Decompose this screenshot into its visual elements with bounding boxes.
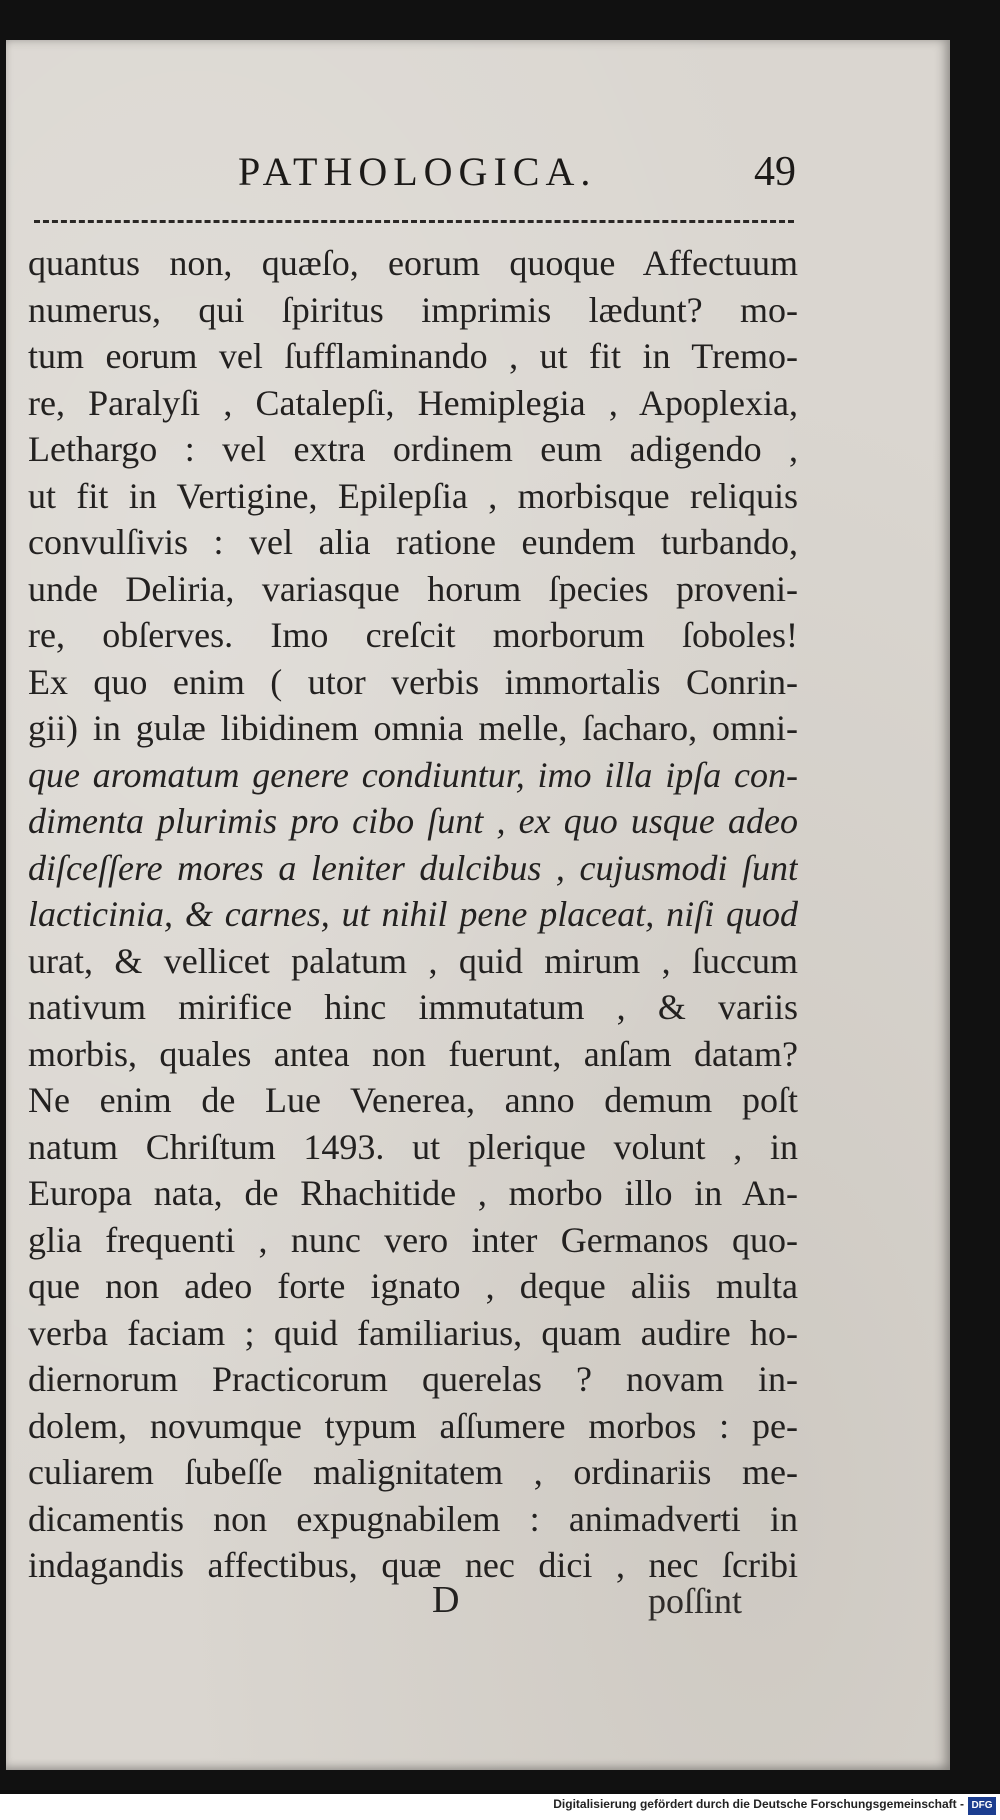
digitization-footer <box>0 1794 1000 1820</box>
text-line: urat, & vellicet palatum , quid mirum , ſuccum <box>28 940 798 981</box>
header-rule <box>34 220 794 223</box>
text-line: ut fit in Vertigine, Epilepſia , morbisque reliquis <box>28 475 798 516</box>
text-line: culiarem ſubeſſe malignitatem , ordinariis me- <box>28 1452 798 1492</box>
signature-mark: D <box>432 1579 460 1621</box>
text-line: dolem, novumque typum aſſumere morbos : pe- <box>28 1405 798 1446</box>
text-line: que non adeo forte ignato , deque aliis multa <box>28 1266 798 1306</box>
text-line: Ne enim de Lue Venerea, anno demum poſt <box>28 1080 798 1120</box>
text-line: Lethargo : vel extra ordinem eum adigendo , <box>28 429 798 469</box>
text-line: quantus non, quæſo, eorum quoque Affectuum <box>28 243 798 283</box>
text-body <box>28 240 798 1589</box>
text-line: re, Paralyſi , Catalepſi, Hemiplegia , Apoplexia, <box>28 382 798 423</box>
text-line: natum Chriſtum 1493. ut plerique volunt , in <box>28 1126 798 1167</box>
text-line: tum eorum vel ſufflaminando , ut fit in Tremo- <box>28 336 798 376</box>
text-line: diernorum Practicorum querelas ? novam in- <box>28 1359 798 1399</box>
text-line: glia frequenti , nunc vero inter Germanos quo- <box>28 1219 798 1260</box>
text-line: verba faciam ; quid familiarius, quam audire ho- <box>28 1312 798 1353</box>
page-number: 49 <box>754 149 796 195</box>
text-line: dimenta plurimis pro cibo ſunt , ex quo usque adeo <box>28 801 798 841</box>
text-line: Europa nata, de Rhachitide , morbo illo in An- <box>28 1173 798 1213</box>
catchword: poſſint <box>648 1581 743 1621</box>
text-line: dicamentis non expugnabilem : animadverti in <box>28 1498 798 1539</box>
text-line: numerus, qui ſpiritus imprimis lædunt? mo- <box>28 289 798 330</box>
running-head-title: PATHOLOGICA. <box>238 149 597 194</box>
funding-credit: Digitalisierung gefördert durch die Deutsche Forschungsgemeinschaft - <box>553 1797 964 1811</box>
text-line: unde Deliria, variasque horum ſpecies proveni- <box>28 568 798 609</box>
text-line: diſceſſere mores a leniter dulcibus , cujusmodi ſunt <box>28 847 798 888</box>
text-line: indagandis affectibus, quæ nec dici , nec ſcribi <box>28 1545 798 1585</box>
text-line: convulſivis : vel alia ratione eundem turbando, <box>28 522 798 562</box>
text-line: re, obſerves. Imo creſcit morborum ſoboles! <box>28 615 798 655</box>
text-line: nativum mirifice hinc immutatum , & variis <box>28 987 798 1027</box>
text-line: gii) in gulæ libidinem omnia melle, ſacharo, omni- <box>28 708 798 748</box>
text-line: lacticinia, & carnes, ut nihil pene placeat, niſi quod <box>28 894 798 934</box>
dfg-logo-icon: DFG <box>968 1797 996 1815</box>
text-line: que aromatum genere condiuntur, imo illa ipſa con- <box>28 754 798 795</box>
text-line: Ex quo enim ( utor verbis immortalis Conrin- <box>28 661 798 702</box>
text-line: morbis, quales antea non fuerunt, anſam datam? <box>28 1033 798 1074</box>
